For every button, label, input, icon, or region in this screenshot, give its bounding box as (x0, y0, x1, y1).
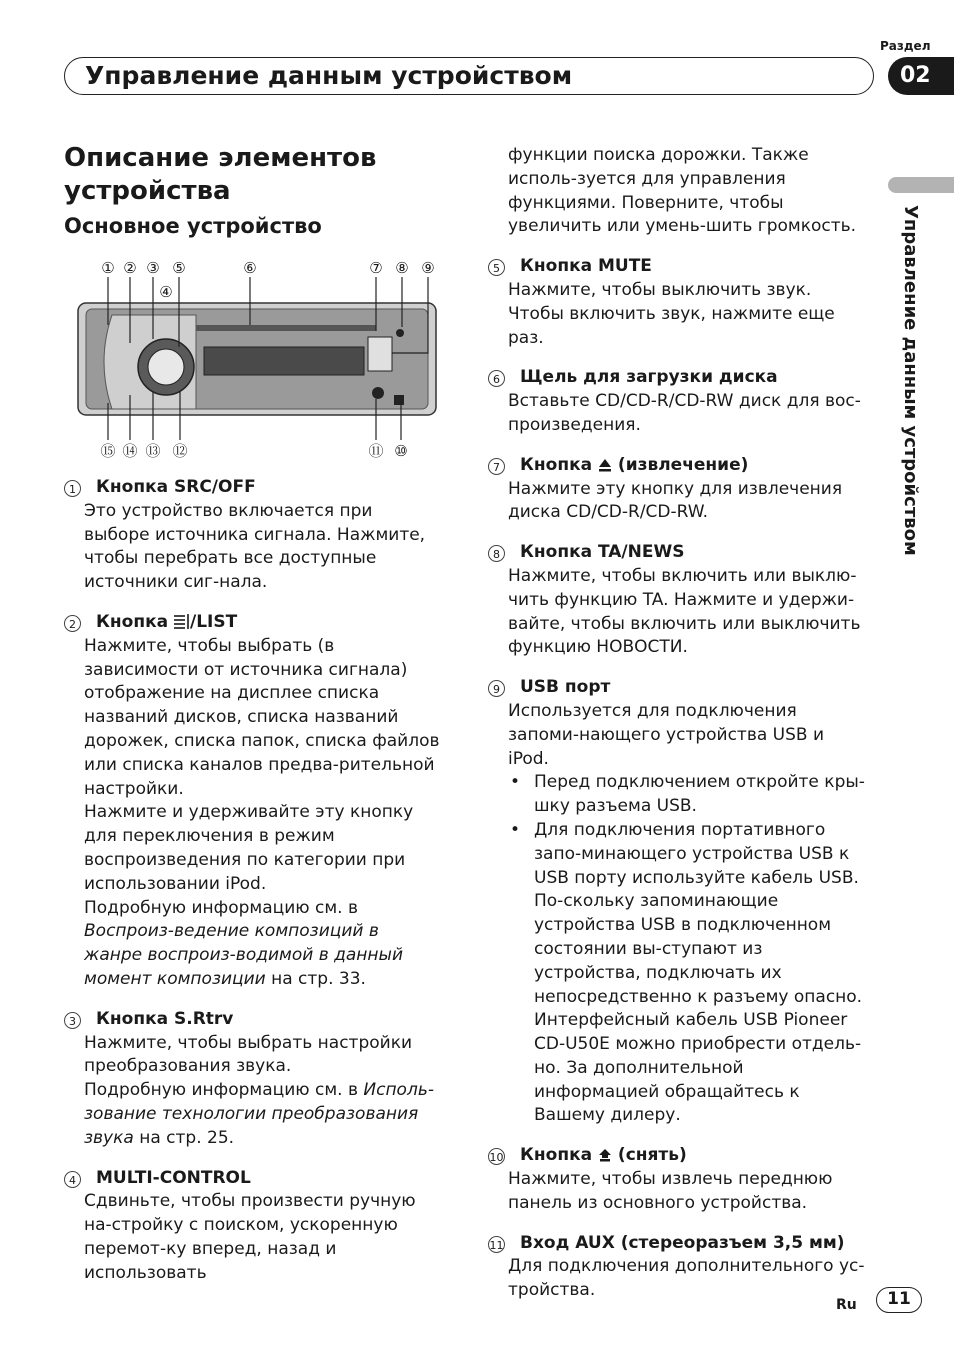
chapter-header (64, 57, 874, 95)
section-number-badge: 02 (888, 57, 954, 95)
item-paragraph: Нажмите, чтобы выбрать настройки преобразования звука. (84, 1032, 413, 1077)
aux-jack-diagram (372, 387, 384, 399)
item-number: 5 (488, 259, 505, 276)
item-title: Вход AUX (стереоразъем 3,5 мм) (520, 1232, 845, 1253)
callout-9: ⑨ (421, 259, 435, 277)
callout-4: ④ (159, 283, 173, 301)
page-number: 11 (876, 1287, 922, 1313)
item-title: MULTI-CONTROL (96, 1167, 251, 1188)
item-4 (64, 1167, 442, 1286)
left-column (64, 476, 442, 1302)
item-title-prefix: Кнопка (520, 1145, 598, 1166)
item-body: функции поиска дорожки. Также исполь-зуется для управления функциями. Поверните, чтобы увеличить или умень-шить громкость. (508, 145, 857, 237)
item-body: Для подключения дополнительного ус-тройства. (508, 1256, 865, 1301)
bullet-item: • Перед подключением откройте кры-шку разъема USB. (534, 771, 866, 819)
item-4-continued (488, 144, 866, 239)
callout-1: ① (101, 259, 115, 277)
item-11 (488, 1232, 866, 1303)
item-number: 1 (64, 480, 81, 497)
right-column (488, 144, 866, 1319)
side-chapter-label: Управление данным устройством (900, 205, 921, 556)
item-body: Сдвиньте, чтобы произвести ручную на-стройку с поиском, ускоренную перемот-ку вперед, назад и использовать (84, 1191, 416, 1283)
item-number: 3 (64, 1012, 81, 1029)
text-run: на стр. 33. (265, 968, 366, 989)
callout-11: ⑪ (368, 442, 384, 460)
callout-3: ③ (146, 259, 160, 277)
text-run: Подробную информацию см. в (84, 1080, 364, 1101)
callout-5: ⑤ (172, 259, 186, 277)
item-paragraph (84, 897, 442, 992)
item-number: 7 (488, 458, 505, 475)
item-number: 11 (488, 1236, 505, 1253)
item-7 (488, 454, 866, 525)
item-body: Вставьте CD/CD-R/CD-RW диск для вос-произведения. (508, 391, 861, 435)
list-icon (174, 614, 190, 629)
item-number: 10 (488, 1148, 505, 1165)
item-body: Нажмите, чтобы включить или выклю-чить функцию TA. Нажмите и удержи-вайте, чтобы включить или выключить функцию НОВОСТИ. (508, 565, 861, 658)
item-1 (64, 476, 442, 595)
bullet-item: • Для подключения портативного запо-минающего устройства USB к USB порту используйте кабель USB. По-скольку запоминающие устройства USB в подключенном состоянии вы-ступают из устройства, подключать их непосредственно к разъему опасно. Интерфейсный кабель USB Pioneer CD-U50E можно приобрести отдель-но. За дополнительной информацией обращайтесь к Вашему дилеру. (534, 819, 866, 1128)
callout-7: ⑦ (369, 259, 383, 277)
item-8 (488, 541, 866, 660)
cross-reference: Воспроиз-ведение композиций в жанре воспроиз-водимой в данный момент композиции (84, 921, 403, 989)
callout-12: ⑫ (172, 442, 188, 460)
side-tab-marker (888, 177, 954, 193)
callout-10: ⑩ (394, 442, 408, 460)
callout-14: ⑭ (122, 442, 138, 460)
item-body: Нажмите эту кнопку для извлечения диска CD/CD-R/CD-RW. (508, 478, 843, 523)
item-number: 6 (488, 370, 505, 387)
callout-15: ⑮ (100, 442, 116, 460)
callout-6: ⑥ (243, 259, 257, 277)
item-paragraph: Нажмите, чтобы выбрать (в зависимости от источника сигнала) отображение на дисплее списка названий дисков, списка названий дорожек, списка папок, списка файлов или списка каналов предва-рительной настройки. (84, 635, 440, 799)
item-2 (64, 611, 442, 992)
page-heading: Описание элементов устройства (64, 143, 377, 206)
item-title: Щель для загрузки диска (520, 367, 778, 388)
item-paragraph: Нажмите и удерживайте эту кнопку для переключения в режим воспроизведения по категории при использовании iPod. (84, 802, 414, 894)
item-10 (488, 1144, 866, 1215)
item-body (64, 1032, 442, 1151)
item-number: 8 (488, 545, 505, 562)
item-title: Кнопка S.Rtrv (96, 1008, 234, 1029)
display-window (204, 347, 364, 375)
eject-icon (598, 458, 612, 472)
item-title-prefix: Кнопка (96, 611, 174, 632)
callout-13: ⑬ (145, 442, 161, 460)
detach-icon (598, 1148, 612, 1162)
callout-2: ② (123, 259, 137, 277)
chapter-title: Управление данным устройством (85, 61, 573, 90)
language-code: Ru (836, 1297, 857, 1313)
item-body: Используется для подключения запоми-нающего устройства USB и iPod. (508, 700, 825, 769)
text-run: на стр. 25. (133, 1127, 235, 1148)
item-6 (488, 366, 866, 437)
item-number: 2 (64, 615, 81, 632)
bullet-list (488, 771, 866, 1128)
item-title: USB порт (520, 677, 611, 698)
section-label: Раздел (880, 39, 931, 53)
item-number: 9 (488, 680, 505, 697)
item-body: Нажмите, чтобы извлечь переднюю панель из основного устройства. (508, 1169, 833, 1213)
item-5 (488, 255, 866, 350)
page-subheading: Основное устройство (64, 214, 322, 238)
device-diagram (76, 255, 438, 465)
text-run: Подробную информацию см. в (84, 897, 358, 918)
item-body: Это устройство включается при выборе источника сигнала. Нажмите, чтобы перебрать все доступные источники сиг-нала. (84, 500, 426, 593)
item-title: Кнопка TA/NEWS (520, 542, 685, 563)
item-3 (64, 1008, 442, 1151)
item-title-prefix: Кнопка (520, 454, 598, 475)
item-title-suffix: (извлечение) (612, 454, 749, 475)
item-body (64, 635, 442, 992)
item-title: Кнопка SRC/OFF (96, 477, 256, 497)
item-body: Нажмите, чтобы выключить звук. Чтобы включить звук, нажмите еще раз. (508, 279, 835, 348)
item-paragraph (84, 1079, 442, 1150)
usb-port-diagram (368, 337, 392, 371)
disc-slot (196, 325, 376, 331)
item-title-suffix: (снять) (612, 1145, 687, 1166)
cross-reference: Исполь-зование технологии преобразования звука (84, 1080, 434, 1148)
item-title-suffix: /LIST (190, 611, 238, 632)
callout-8: ⑧ (395, 259, 409, 277)
item-number: 4 (64, 1171, 81, 1188)
item-title: Кнопка MUTE (520, 256, 652, 277)
item-9 (488, 676, 866, 1128)
